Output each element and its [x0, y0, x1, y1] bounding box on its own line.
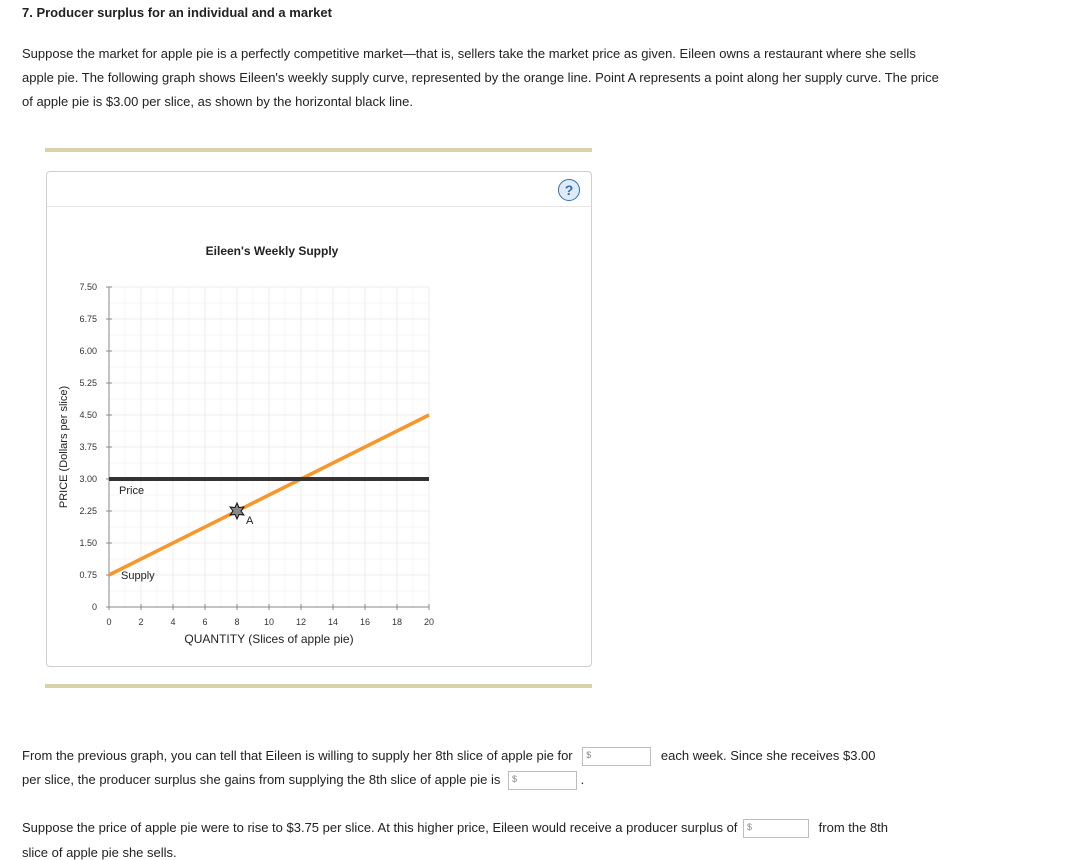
x-tick-label: 4	[170, 617, 176, 627]
y-tick-label: 1.50	[79, 538, 97, 548]
q1-text-b: each week. Since she receives $3.00	[660, 747, 876, 763]
y-tick-label: 5.25	[79, 378, 97, 388]
y-tick-label: 0	[91, 602, 97, 612]
question-intro: Suppose the market for apple pie is a perfectly competitive market—that is, sellers take the market price as given. Eileen owns a restaurant where she sells apple pie. The following graph shows Eileen's weekly supply curve, represented by the orange line. Point A represents a point along her supply curve. The price of apple pie is $3.00 per slice, as shown by the horizontal black line.	[22, 46, 939, 109]
x-axis-label: QUANTITY (Slices of apple pie)	[184, 632, 354, 646]
supply-curve-label: Supply	[121, 570, 155, 582]
willingness-to-sell-input[interactable]	[582, 747, 651, 766]
y-tick-label: 2.25	[79, 506, 97, 516]
x-tick-label: 10	[263, 617, 275, 627]
currency-symbol: $	[586, 750, 592, 760]
graph-panel	[46, 171, 592, 667]
question-line-1	[22, 747, 876, 766]
x-tick-label: 18	[391, 617, 403, 627]
producer-surplus-8th-input[interactable]	[508, 771, 577, 790]
x-tick-label: 0	[106, 617, 112, 627]
x-tick-label: 8	[234, 617, 240, 627]
q2-text-a: Suppose the price of apple pie were to rise to $3.75 per slice. At this higher price, Eileen would receive a producer surplus of	[22, 819, 738, 835]
x-tick-label: 2	[138, 617, 144, 627]
producer-surplus-higher-price-input[interactable]	[743, 819, 809, 838]
y-tick-label: 4.50	[79, 410, 97, 420]
question-line-2	[22, 771, 584, 790]
y-tick-label: 0.75	[79, 570, 97, 580]
y-tick-label: 6.75	[79, 314, 97, 324]
x-tick-label: 16	[359, 617, 371, 627]
price-line-label: Price	[119, 485, 145, 497]
q1-text-c: per slice, the producer surplus she gains from supplying the 8th slice of apple pie is	[22, 771, 501, 787]
chart-grid	[109, 287, 429, 607]
q1-text-d: .	[580, 771, 585, 787]
top-divider	[45, 148, 592, 152]
y-axis-label: PRICE (Dollars per slice)	[58, 385, 70, 509]
q2-text-b: from the 8th	[818, 819, 889, 835]
currency-symbol: $	[747, 822, 753, 832]
y-tick-label: 6.00	[79, 346, 97, 356]
q1-text-a: From the previous graph, you can tell that Eileen is willing to supply her 8th slice of apple pie for	[22, 747, 573, 763]
x-tick-label: 20	[423, 617, 435, 627]
x-tick-label: 14	[327, 617, 339, 627]
y-tick-label: 3.75	[79, 442, 97, 452]
help-icon[interactable]: ?	[558, 179, 580, 201]
chart-title: Eileen's Weekly Supply	[205, 244, 339, 258]
bottom-divider	[45, 684, 592, 688]
question-line-4: slice of apple pie she sells.	[22, 845, 177, 860]
question-line-3	[22, 819, 888, 838]
point-a-label: A	[246, 515, 254, 527]
x-tick-label: 6	[202, 617, 208, 627]
question-title: 7. Producer surplus for an individual and a market	[22, 5, 332, 20]
x-tick-label: 12	[295, 617, 307, 627]
y-tick-label: 3.00	[79, 474, 97, 484]
y-tick-label: 7.50	[79, 282, 97, 292]
currency-symbol: $	[512, 774, 518, 784]
supply-chart	[47, 172, 591, 666]
